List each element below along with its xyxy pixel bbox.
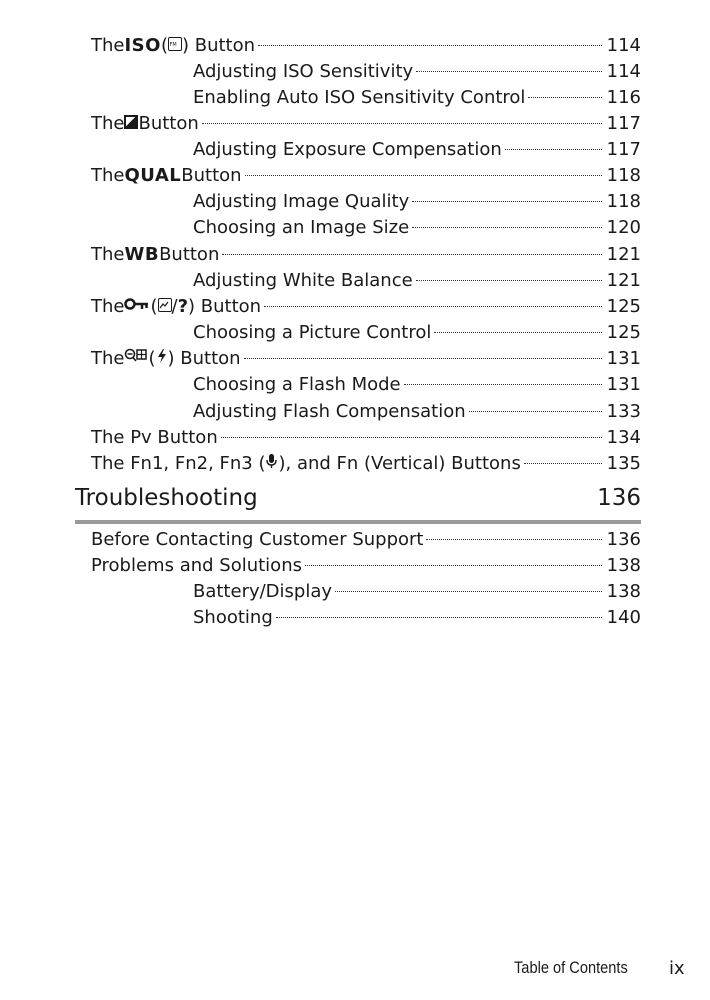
iso-symbol: ISO: [124, 35, 161, 56]
toc-entry-title: Adjusting Image Quality: [193, 191, 410, 212]
toc-entry-title: Adjusting ISO Sensitivity: [193, 61, 414, 82]
page-number: 114: [606, 61, 641, 82]
page-number: 120: [606, 217, 641, 238]
dot-leader: [412, 201, 601, 202]
toc-entry-text: The: [91, 296, 125, 317]
toc-entry-title: Before Contacting Customer Support: [91, 529, 424, 550]
page-number: 116: [606, 87, 641, 108]
dot-leader: [505, 149, 602, 150]
picture-control-icon: [158, 298, 172, 312]
toc-entry-text: Button: [138, 113, 199, 134]
page-number: 140: [606, 607, 641, 628]
page-number: 138: [606, 555, 641, 576]
toc-entry-adjusting-exposure[interactable]: [193, 137, 641, 163]
format-icon: [168, 37, 182, 51]
dot-leader: [335, 591, 602, 592]
page-number: 133: [606, 401, 641, 422]
toc-entry-text: /: [171, 296, 178, 317]
page-number: 131: [606, 374, 641, 395]
section-heading-troubleshooting[interactable]: [75, 485, 641, 517]
exposure-compensation-icon: [124, 115, 138, 129]
page-number: 117: [606, 139, 641, 160]
toc-entry-text: (: [160, 35, 168, 56]
dot-leader: [244, 358, 602, 359]
help-symbol: ?: [177, 296, 189, 317]
toc-entry-text: The: [91, 165, 125, 186]
toc-entry-title: [91, 33, 255, 59]
toc-entry-auto-iso[interactable]: [193, 85, 641, 111]
dot-leader: [528, 97, 601, 98]
page-number: 125: [606, 296, 641, 317]
toc-entry-flash-compensation[interactable]: [193, 399, 641, 425]
section-title: Troubleshooting: [75, 485, 258, 511]
page-number: 121: [606, 270, 641, 291]
dot-leader: [305, 565, 602, 566]
flash-icon: [156, 348, 168, 364]
microphone-icon: [265, 453, 278, 469]
page-number: 125: [606, 322, 641, 343]
page-number: 135: [606, 453, 641, 474]
toc-entry-title: [91, 242, 219, 268]
page-number: 118: [606, 191, 641, 212]
toc-entry-pv-button[interactable]: [91, 425, 641, 451]
toc-entry-title: [91, 294, 261, 320]
footer-label: Table of Contents: [514, 958, 628, 977]
toc-entry-text: The: [91, 113, 125, 134]
toc-entry-text: (: [148, 348, 156, 369]
page-number: 134: [606, 427, 641, 448]
toc-entry-problems-solutions[interactable]: [91, 553, 641, 579]
toc-entry-text: The: [91, 244, 125, 265]
toc-entry-customer-support[interactable]: [91, 527, 641, 553]
toc-entry-text: ), and Fn (Vertical) Buttons: [278, 453, 521, 474]
dot-leader: [469, 411, 602, 412]
toc-entry-title: Adjusting Exposure Compensation: [193, 139, 502, 160]
toc-entry-title: Shooting: [193, 607, 273, 628]
dot-leader: [434, 332, 601, 333]
dot-leader: [264, 306, 602, 307]
dot-leader: [524, 463, 602, 464]
dot-leader: [276, 617, 602, 618]
dot-leader: [416, 280, 602, 281]
dot-leader: [404, 384, 602, 385]
toc-entry-qual-button[interactable]: [91, 163, 641, 189]
toc-entry-text: The: [91, 35, 125, 56]
page-number: 114: [606, 35, 641, 56]
toc-entry-shooting[interactable]: [193, 605, 641, 631]
toc-entry-battery-display[interactable]: [193, 579, 641, 605]
dot-leader: [258, 45, 602, 46]
toc-entry-exposure-button[interactable]: [91, 111, 641, 137]
dot-leader: [202, 123, 602, 124]
qual-symbol: QUAL: [124, 165, 182, 186]
protect-key-icon: [124, 296, 150, 312]
dot-leader: [412, 227, 602, 228]
toc-entry-protect-button[interactable]: [91, 294, 641, 320]
footer-page-number: ix: [669, 958, 685, 979]
dot-leader: [221, 437, 602, 438]
toc-entry-text: ) Button: [181, 35, 256, 56]
toc-entry-iso-button[interactable]: [91, 33, 641, 59]
wb-symbol: WB: [124, 244, 160, 265]
toc-entry-adjusting-iso[interactable]: [193, 59, 641, 85]
page-number: 136: [606, 529, 641, 550]
toc-entry-zoom-flash-button[interactable]: [91, 346, 641, 372]
toc-entry-image-size[interactable]: [193, 215, 641, 241]
zoom-out-thumbnail-icon: [124, 348, 148, 364]
toc-entry-text: The Fn1, Fn2, Fn3 (: [91, 453, 266, 474]
toc-entry-title: [91, 346, 241, 372]
toc-entry-title: Enabling Auto ISO Sensitivity Control: [193, 87, 526, 108]
page-number: 117: [606, 113, 641, 134]
toc-entry-title: The Pv Button: [91, 427, 218, 448]
toc-entry-title: Choosing an Image Size: [193, 217, 410, 238]
toc-entry-fn-buttons[interactable]: [91, 451, 641, 477]
toc-entry-text: The: [91, 348, 125, 369]
toc-entry-picture-control[interactable]: [193, 320, 641, 346]
toc-entry-title: [91, 111, 199, 137]
dot-leader: [416, 71, 601, 72]
toc-entry-text: ) Button: [188, 296, 262, 317]
dot-leader: [245, 175, 602, 176]
toc-entry-image-quality[interactable]: [193, 189, 641, 215]
page-number: 131: [606, 348, 641, 369]
toc-entry-text: (: [150, 296, 158, 317]
toc-entry-wb-button[interactable]: [91, 242, 641, 268]
dot-leader: [222, 254, 601, 255]
toc-entry-title: Adjusting Flash Compensation: [193, 401, 466, 422]
toc-entry-title: Problems and Solutions: [91, 555, 302, 576]
page-number: 121: [606, 244, 641, 265]
toc-entry-title: Battery/Display: [193, 581, 333, 602]
svg-text:FM: FM: [169, 42, 177, 48]
toc-entry-title: [91, 451, 521, 477]
toc-entry-title: [91, 163, 242, 189]
toc-entry-title: Choosing a Flash Mode: [193, 374, 401, 395]
toc-entry-title: Adjusting White Balance: [193, 270, 413, 291]
dot-leader: [426, 539, 601, 540]
page-number: 118: [606, 165, 641, 186]
section-divider: [75, 520, 641, 524]
section-page-number: 136: [597, 485, 641, 511]
page-number: 138: [606, 581, 641, 602]
toc-entry-text: Button: [159, 244, 220, 265]
toc-entry-text: Button: [181, 165, 242, 186]
toc-entry-text: ) Button: [167, 348, 241, 369]
toc-entry-white-balance[interactable]: [193, 268, 641, 294]
toc-entry-flash-mode[interactable]: [193, 372, 641, 398]
toc-entry-title: Choosing a Picture Control: [193, 322, 432, 343]
